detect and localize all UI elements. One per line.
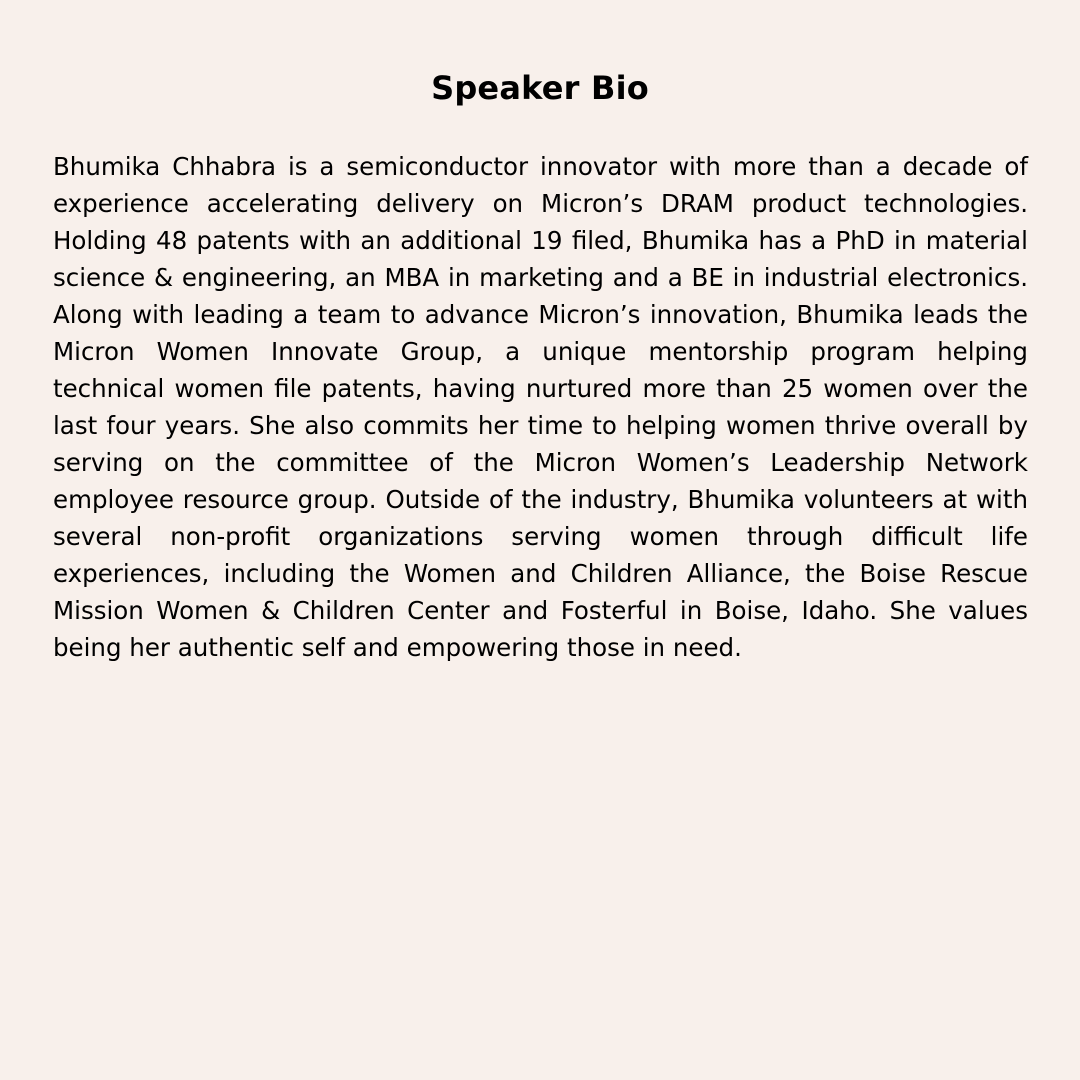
page-title: Speaker Bio	[431, 69, 649, 107]
bio-paragraph: Bhumika Chhabra is a semiconductor innovator with more than a decade of experience accelerating delivery on Micron’s DRAM product technologies. Holding 48 patents with an additional 19 filed, Bhumika has a PhD in material science & engineering, an MBA in marketing and a BE in industrial electronics. Along with leading a team to advance Micron’s innovation, Bhumika leads the Micron Women Innovate Group, a unique mentorship program helping technical women file patents, having nurtured more than 25 women over the last four years. She also commits her time to helping women thrive overall by serving on the committee of the Micron Women’s Leadership Network employee resource group. Outside of the industry, Bhumika volunteers at with several non-profit organizations serving women through difficult life experiences, including the Women and Children Alliance, the Boise Rescue Mission Women & Children Center and Fosterful in Boise, Idaho. She values being her authentic self and empowering those in need.	[53, 152, 1028, 662]
